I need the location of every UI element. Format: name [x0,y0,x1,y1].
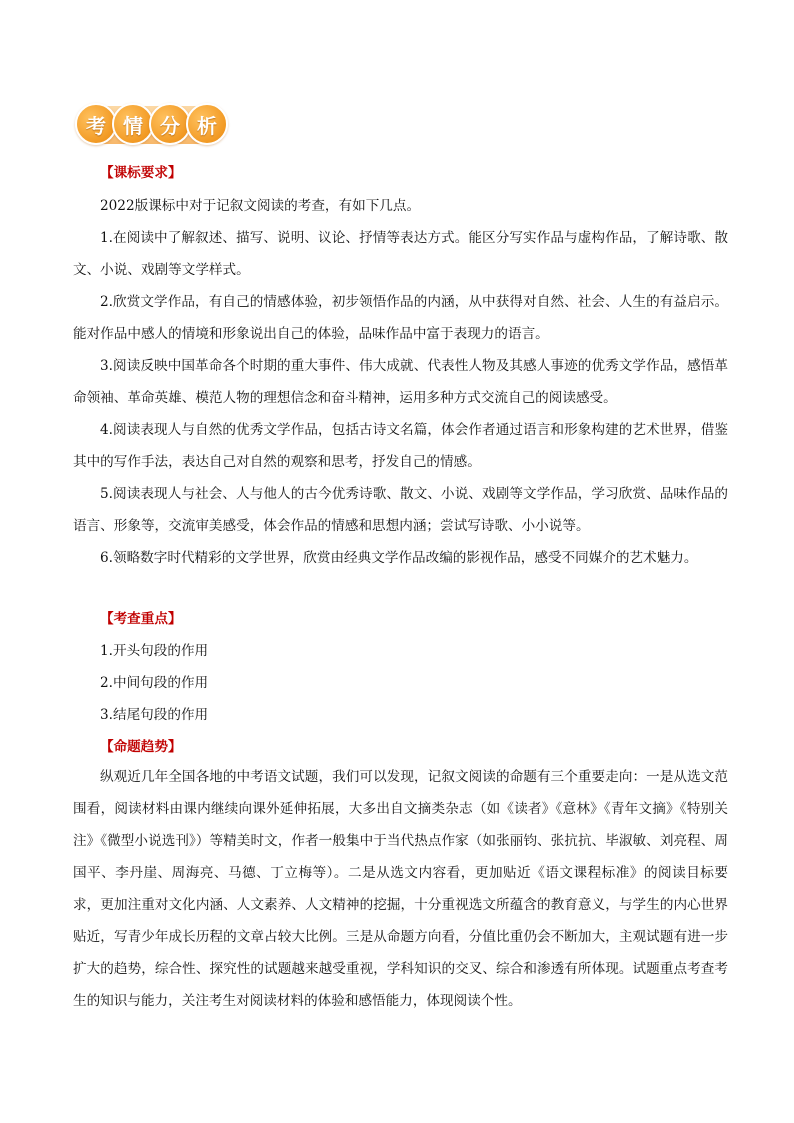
section-badge [75,100,235,150]
badge-char-1: 考 [75,103,117,145]
curriculum-item-1: 1.在阅读中了解叙述、描写、说明、议论、抒情等表达方式。能区分写实作品与虚构作品，了解诗歌、散文、小说、戏剧等文学样式。 [73,230,728,278]
curriculum-item-4: 4.阅读表现人与自然的优秀文学作品，包括古诗文名篇，体会作者通过语言和形象构建的艺术世界，借鉴其中的写作手法，表达自己对自然的观察和思考，抒发自己的情感。 [73,422,728,470]
curriculum-item-6: 6.领略数字时代精彩的文学世界，欣赏由经典文学作品改编的影视作品，感受不同媒介的艺术魅力。 [100,550,698,566]
badge-char-3: 分 [149,103,191,145]
focus-item-2: 2.中间句段的作用 [100,675,209,691]
trend-paragraph: 纵观近几年全国各地的中考语文试题，我们可以发现，记叙文阅读的命题有三个重要走向：一是从选文范围看，阅读材料由课内继续向课外延伸拓展，大多出自文摘类杂志（如《读者》《意林》《青年文摘》《特别关注》《微型小说选刊》）等精美时文，作者一般集中于当代热点作家（如张丽钧、张抗抗、毕淑敏、刘亮程、周国平、李丹崖、周海亮、马德、丁立梅等）。二是从选文内容看，更加贴近《语文课程标准》的阅读目标要求，更加注重对文化内涵、人文素养、人文精神的挖掘，十分重视选文所蕴含的教育意义，与学生的内心世界贴近，写青少年成长历程的文章占较大比例。三是从命题方向看，分值比重仍会不断加大，主观试题有进一步扩大的趋势，综合性、探究性的试题越来越受重视，学科知识的交叉、综合和渗透有所体现。试题重点考查考生的知识与能力，关注考生对阅读材料的体验和感悟能力，体现阅读个性。 [73,769,728,1009]
focus-heading: 【考查重点】 [100,611,182,627]
curriculum-body [73,190,728,574]
curriculum-intro: 2022版课标中对于记叙文阅读的考查，有如下几点。 [100,198,421,214]
curriculum-item-2: 2.欣赏文学作品，有自己的情感体验，初步领悟作品的内涵，从中获得对自然、社会、人生的有益启示。能对作品中感人的情境和形象说出自己的体验，品味作品中富于表现力的语言。 [73,294,728,342]
focus-item-1: 1.开头句段的作用 [100,643,209,659]
focus-item-3: 3.结尾句段的作用 [100,707,209,723]
trend-body [73,761,728,1017]
badge-char-4: 析 [186,103,228,145]
trend-heading: 【命题趋势】 [100,739,182,755]
curriculum-item-5: 5.阅读表现人与社会、人与他人的古今优秀诗歌、散文、小说、戏剧等文学作品，学习欣赏、品味作品的语言、形象等，交流审美感受，体会作品的情感和思想内涵；尝试写诗歌、小小说等。 [73,486,728,534]
badge-char-2: 情 [112,103,154,145]
curriculum-heading: 【课标要求】 [100,165,182,181]
curriculum-item-3: 3.阅读反映中国革命各个时期的重大事件、伟大成就、代表性人物及其感人事迹的优秀文学作品，感悟革命领袖、革命英雄、模范人物的理想信念和奋斗精神，运用多种方式交流自己的阅读感受。 [73,358,728,406]
